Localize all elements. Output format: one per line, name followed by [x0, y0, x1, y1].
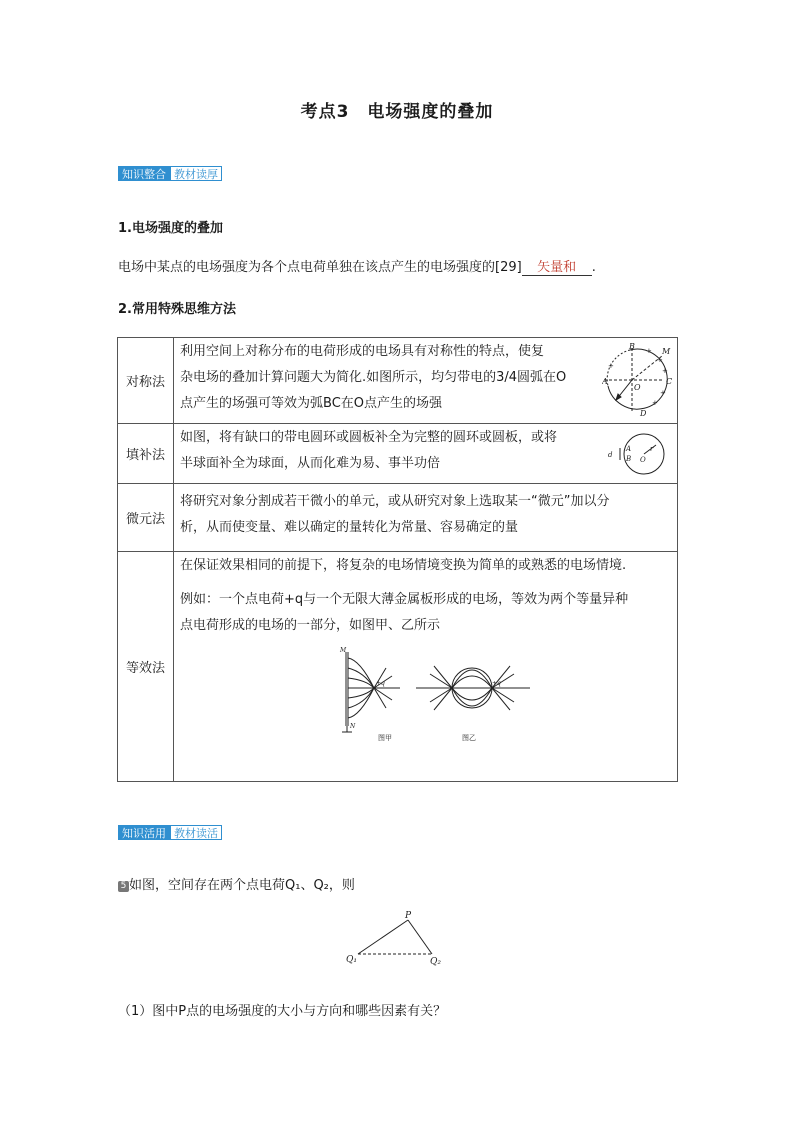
label-plus-q: +q [376, 680, 385, 687]
method-text [174, 484, 677, 542]
method-line: 利用空间上对称分布的电荷形成的电场具有对称性的特点，使复 [180, 344, 545, 359]
example-prompt [118, 874, 355, 893]
label-O: O [640, 456, 646, 464]
paragraph-superposition [118, 256, 596, 276]
method-label: 对称法 [118, 338, 174, 424]
label-B: B [626, 455, 632, 463]
tag-label-b: 教材读厚 [170, 166, 222, 181]
method-line: 点产生的场强可等效为弧BC在O点产生的场强 [180, 396, 442, 411]
table-row [118, 424, 678, 484]
method-label: 等效法 [118, 552, 174, 782]
method-text [174, 424, 606, 478]
method-line: 如图，将有缺口的带电圆环或圆板补全为完整的圆环或圆板，或将 [180, 430, 558, 445]
svg-text:+: + [608, 362, 614, 370]
method-line: 析，从而使变量、难以确定的量转化为常量、容易确定的量 [180, 520, 519, 535]
label-A: A [602, 377, 608, 386]
svg-text:+: + [660, 389, 666, 397]
label-A: A [626, 445, 632, 453]
svg-text:+: + [646, 347, 652, 355]
method-line: 半球面补全为球面，从而化难为易、事半功倍 [180, 456, 441, 471]
method-cell [174, 484, 678, 552]
table-row [118, 338, 678, 424]
method-line: 杂电场的叠加计算问题大为简化.如图所示，均匀带电的3/4圆弧在O [180, 370, 567, 385]
heading-methods: 2.常用特殊思维方法 [118, 302, 236, 317]
page-title: 考点3 电场强度的叠加 [300, 102, 494, 122]
method-line: 点电荷形成的电场的一部分，如图甲、乙所示 [180, 618, 441, 633]
method-label: 填补法 [118, 424, 174, 484]
label-B: B [629, 342, 635, 351]
tag-label-a: 知识整合 [118, 166, 170, 181]
charges-triangle-diagram [344, 910, 448, 966]
section-tag-knowledge [118, 166, 222, 181]
paragraph-end: . [591, 260, 596, 275]
method-cell [174, 424, 678, 484]
svg-text:+: + [657, 356, 663, 364]
label-C: C [666, 377, 673, 386]
method-cell [174, 338, 678, 424]
caption-yi: 图乙 [462, 734, 476, 742]
ring-fill-diagram [606, 431, 668, 477]
method-line: 将研究对象分割成若干微小的单元，或从研究对象上选取某一“微元”加以分 [180, 494, 610, 509]
answer-blank: 矢量和 [522, 256, 592, 276]
question-1: （1）图中P点的电场强度的大小与方向和哪些因素有关？ [118, 1004, 447, 1019]
equivalent-field-diagram [334, 646, 544, 742]
svg-text:+: + [652, 399, 658, 407]
tag-label-a: 知识活用 [118, 825, 170, 840]
method-label: 微元法 [118, 484, 174, 552]
label-d: d [608, 451, 613, 459]
svg-text:+: + [662, 367, 668, 375]
example-text: 如图，空间存在两个点电荷Q₁、Q₂，则 [129, 878, 355, 893]
label-D: D [640, 409, 647, 418]
label-plus-q-2: +q [492, 680, 501, 687]
label-O: O [634, 383, 641, 392]
label-Q1: Q₁ [346, 955, 357, 965]
table-row [118, 552, 678, 782]
table-row [118, 484, 678, 552]
label-M: M [662, 347, 671, 356]
label-N: N [350, 723, 356, 730]
method-text [174, 338, 596, 418]
tag-label-b: 教材读活 [170, 825, 222, 840]
method-cell [174, 552, 678, 782]
method-line: 例如：一个点电荷+q与一个无限大薄金属板形成的电场，等效为两个等量异种 [180, 592, 629, 607]
section-tag-application [118, 825, 222, 840]
label-M: M [340, 647, 347, 654]
paragraph-text: 电场中某点的电场强度为各个点电荷单独在该点产生的电场强度的[29] [118, 260, 522, 275]
label-Q2: Q₂ [430, 957, 441, 966]
arc-symmetry-diagram [602, 342, 674, 418]
method-line: 在保证效果相同的前提下，将复杂的电场情境变换为简单的或熟悉的电场情境. [180, 558, 627, 573]
label-r: r [650, 445, 654, 453]
example-number-icon: 5 [118, 881, 129, 892]
methods-table [117, 337, 678, 782]
heading-superposition: 1.电场强度的叠加 [118, 221, 223, 236]
method-text [174, 552, 677, 640]
label-P: P [405, 911, 412, 921]
caption-jia: 图甲 [378, 734, 392, 742]
